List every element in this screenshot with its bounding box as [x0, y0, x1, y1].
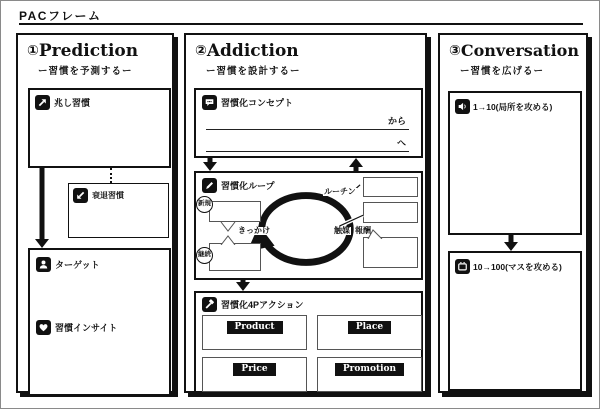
addiction-number: ② — [195, 43, 207, 59]
product-cell — [202, 315, 307, 350]
conversation-subtitle: ー習慣を広げるー — [460, 66, 545, 77]
ten-to-hundred-label: 10→100(マスを攻める) — [473, 261, 562, 272]
prediction-header — [27, 41, 138, 61]
repeat-user-badge: 継続 — [196, 247, 213, 264]
conversation-column — [438, 33, 588, 393]
tv-icon — [455, 259, 470, 274]
prediction-title: Prediction — [38, 41, 139, 61]
ten-to-hundred-box — [448, 251, 582, 391]
decline-habit-label: 衰退習慣 — [92, 191, 124, 200]
promotion-cell — [317, 357, 422, 392]
sign-habit-label: 兆し習慣 — [54, 98, 91, 108]
heart-icon — [36, 320, 51, 335]
arrow-concept-to-loop — [203, 158, 217, 171]
dotted-connector — [110, 168, 112, 183]
habit-insight-label: 習慣インサイト — [55, 323, 118, 333]
concept-from-line — [206, 115, 409, 130]
addiction-subtitle: ー習慣を設計するー — [206, 66, 301, 77]
arrow-loop-to-4p — [236, 280, 250, 291]
trend-down-icon — [73, 188, 88, 203]
speaker-icon — [455, 99, 470, 114]
concept-to-line — [206, 137, 409, 152]
arrow-ten-to-hundred — [503, 235, 519, 251]
prediction-column — [16, 33, 174, 393]
place-chip: Place — [348, 321, 391, 334]
speech-bubble-icon — [202, 95, 217, 110]
conversation-header — [449, 41, 579, 61]
routine-label: ルーチン — [324, 187, 356, 196]
cue-label: きっかけ — [238, 226, 270, 235]
habit-concept-box — [194, 88, 423, 158]
new-user-badge: 新規 — [196, 196, 213, 213]
conversation-title: Conversation — [460, 41, 579, 60]
price-cell — [202, 357, 307, 392]
addiction-title: Addiction — [206, 41, 299, 61]
habit-4p-box — [194, 291, 423, 393]
new-cue-field — [209, 201, 261, 222]
target-insight-box — [28, 248, 171, 396]
arrow-loop-to-concept — [349, 158, 363, 171]
habit-loop-label: 習慣化ループ — [221, 181, 275, 191]
prediction-subtitle: ー習慣を予測するー — [38, 66, 133, 77]
concept-from-label: から — [387, 116, 406, 126]
conversation-number: ③ — [449, 43, 461, 59]
decline-habit-box — [68, 183, 169, 238]
product-chip: Product — [227, 321, 283, 334]
addiction-column — [184, 33, 427, 393]
place-cell — [317, 315, 422, 350]
concept-to-label: へ — [396, 138, 406, 148]
prediction-number: ① — [27, 43, 39, 59]
reward-label: 報酬 — [355, 226, 371, 235]
arrow-sign-to-target — [35, 168, 49, 248]
one-to-ten-box — [448, 91, 582, 235]
pencil-icon — [202, 178, 217, 193]
promotion-chip: Promotion — [335, 363, 404, 376]
one-to-ten-label: 1→10(局所を攻める) — [473, 101, 553, 112]
addiction-header — [195, 41, 299, 61]
title-underline — [19, 23, 583, 25]
reward-field — [363, 237, 418, 268]
sign-habit-box — [28, 88, 171, 168]
habit-4p-label: 習慣化4Pアクション — [221, 300, 304, 310]
catalyst-label: 触媒 — [334, 226, 350, 235]
habit-loop-box — [194, 171, 423, 280]
target-label: ターゲット — [55, 260, 100, 270]
trend-up-icon — [35, 95, 50, 110]
habit-concept-label: 習慣化コンセプト — [221, 98, 294, 108]
page-title: PACフレーム — [19, 9, 102, 23]
hammer-icon — [202, 297, 217, 312]
person-icon — [36, 257, 51, 272]
repeat-cue-field — [209, 243, 261, 271]
price-chip: Price — [233, 363, 275, 376]
